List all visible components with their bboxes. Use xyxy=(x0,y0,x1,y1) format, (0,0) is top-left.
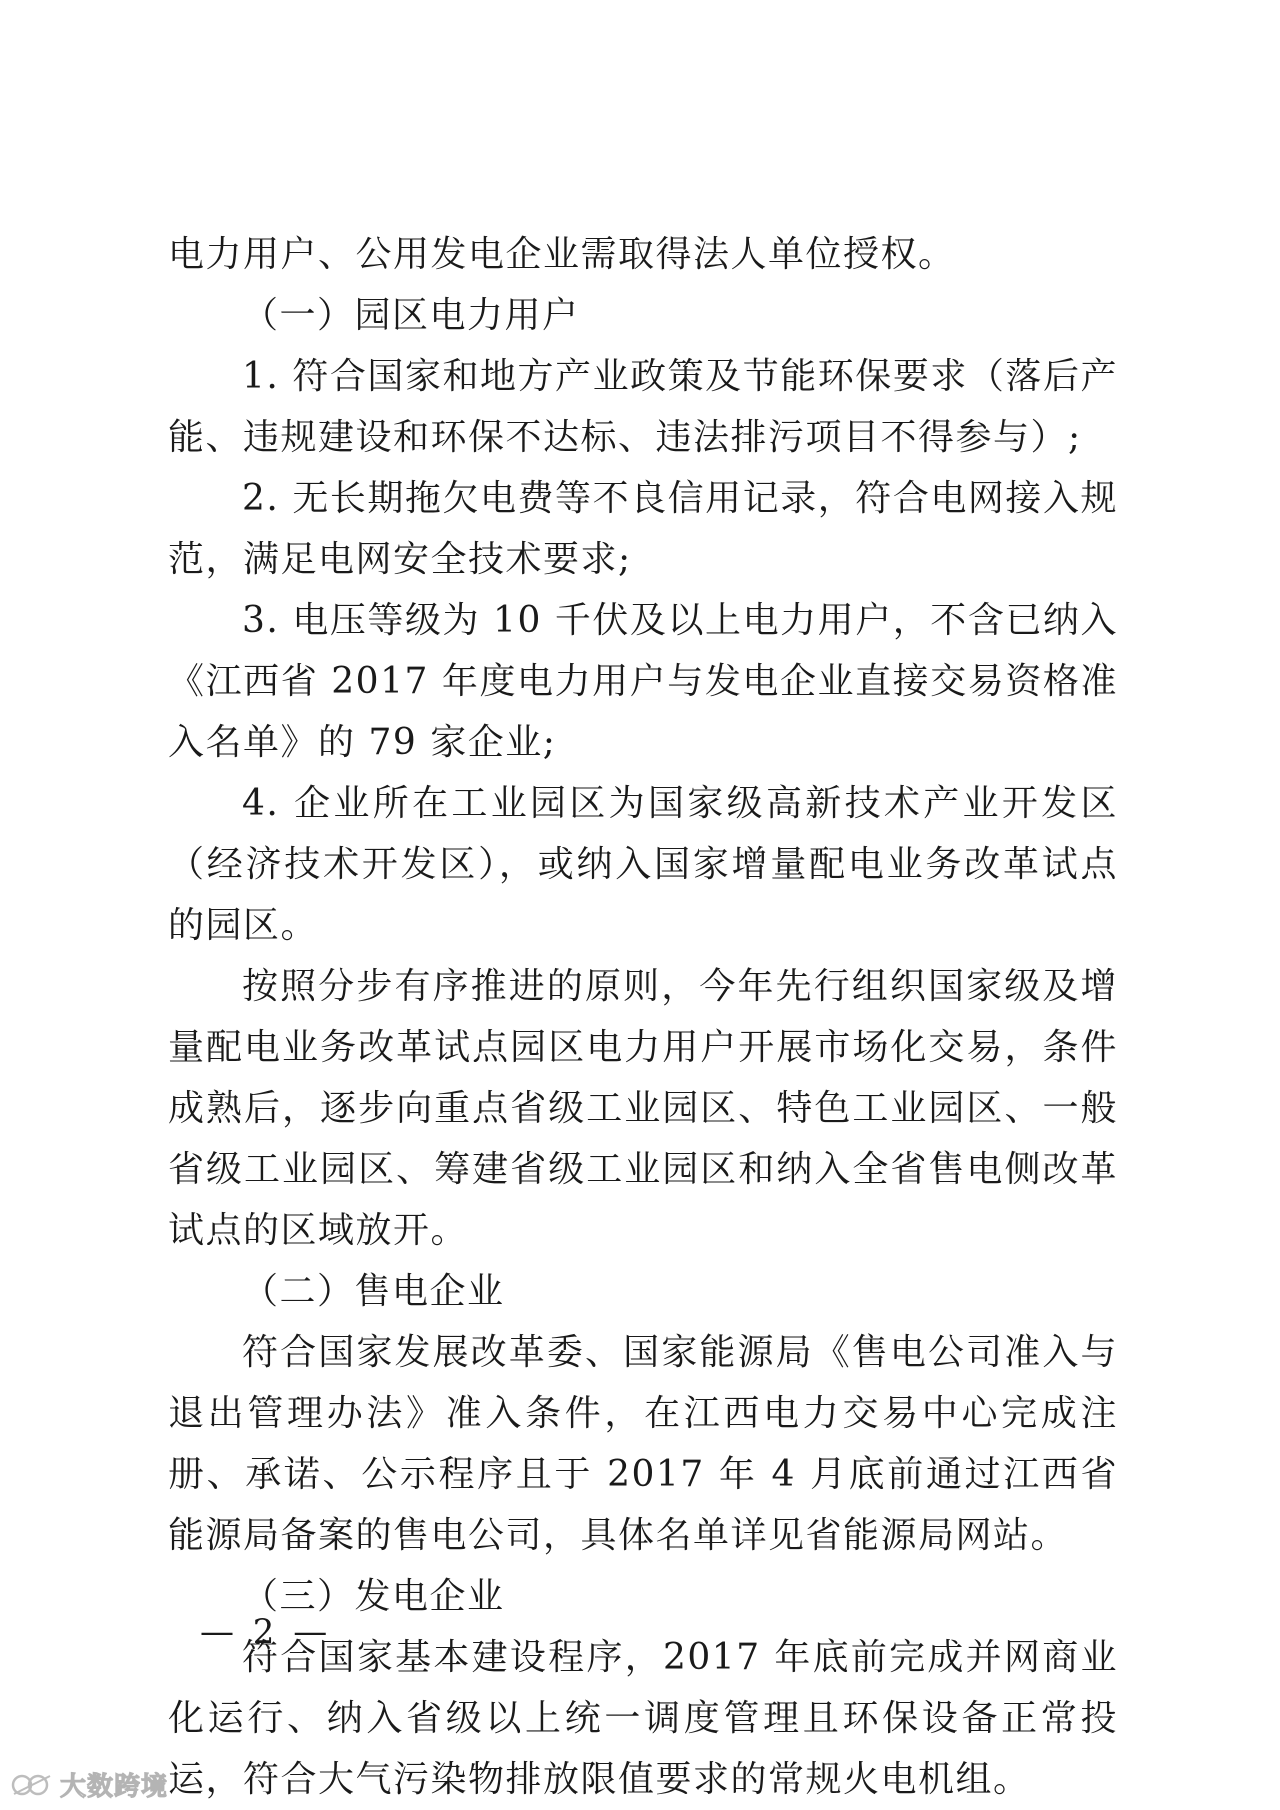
section-heading-2: （二）售电企业 xyxy=(242,1271,505,1312)
list-item-3: 3. 电压等级为 10 千伏及以上电力用户，不含已纳入《江西省 2017 年度电力用户与发电企业直接交易资格准入名单》的 79 家企业; xyxy=(168,600,1118,763)
section-heading-3: （三）发电企业 xyxy=(242,1576,505,1617)
paragraph-retail: 符合国家发展改革委、国家能源局《售电公司准入与退出管理办法》准入条件，在江西电力交易中心完成注册、承诺、公示程序且于 2017 年 4 月底前通过江西省能源局备案的售电公司，具体名单详见省能源局网站。 xyxy=(168,1332,1118,1556)
paragraph-intro: 电力用户、公用发电企业需取得法人单位授权。 xyxy=(168,234,956,275)
paragraph-principle: 按照分步有序推进的原则，今年先行组织国家级及增量配电业务改革试点园区电力用户开展市场化交易，条件成熟后，逐步向重点省级工业园区、特色工业园区、一般省级工业园区、筹建省级工业园区和纳入全省售电侧改革试点的区域放开。 xyxy=(168,966,1118,1251)
page-number: — 2 — xyxy=(200,1612,332,1652)
paragraph-generation: 符合国家基本建设程序，2017 年底前完成并网商业化运行、纳入省级以上统一调度管理且环保设备正常投运，符合大气污染物排放限值要求的常规火电机组。 xyxy=(168,1637,1118,1800)
document-body xyxy=(168,224,1118,1810)
list-item-4: 4. 企业所在工业园区为国家级高新技术产业开发区（经济技术开发区），或纳入国家增量配电业务改革试点的园区。 xyxy=(168,783,1118,946)
watermark-text: 大数跨境 xyxy=(60,1772,169,1802)
list-item-2: 2. 无长期拖欠电费等不良信用记录，符合电网接入规范，满足电网安全技术要求; xyxy=(168,478,1118,580)
list-item-1: 1. 符合国家和地方产业政策及节能环保要求（落后产能、违规建设和环保不达标、违法排污项目不得参与）; xyxy=(168,356,1118,458)
watermark xyxy=(10,1766,168,1803)
section-heading-1: （一）园区电力用户 xyxy=(242,295,580,336)
watermark-logo-icon xyxy=(10,1770,54,1800)
